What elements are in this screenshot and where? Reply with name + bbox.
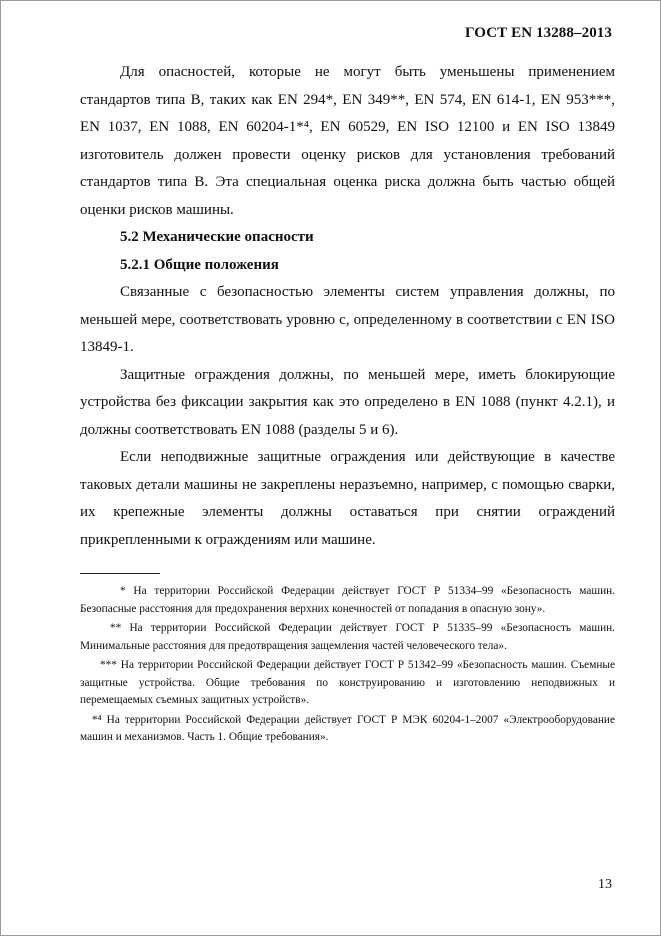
footnotes	[80, 583, 615, 747]
footnote-2: ** На территории Российской Федерации действует ГОСТ Р 51335–99 «Безопасность машин. Минимальные расстояния для предотвращения защемления частей человеческого тела».	[80, 622, 615, 652]
standard-header: ГОСТ EN 13288–2013	[465, 25, 612, 41]
paragraph-intro: Для опасностей, которые не могут быть уменьшены применением стандартов типа B, таких как EN 294*, EN 349**, EN 574, EN 614-1, EN 953***, EN 1037, EN 1088, EN 60204-1*⁴, EN 60529, EN ISO 12100 и EN ISO 13849 изготовитель должен провести оценку рисков для установления требований стандартов типа B. Эта специальная оценка риска должна быть частью общей оценки рисков машины.	[80, 64, 615, 218]
section-block	[80, 224, 615, 554]
footnote-1: * На территории Российской Федерации действует ГОСТ Р 51334–99 «Безопасность машин. Безопасные расстояния для предохранения верхних конечностей от попадания в опасную зону».	[80, 585, 615, 615]
section-heading: 5.2 Механические опасности	[120, 229, 314, 245]
footnote-4: *⁴ На территории Российской Федерации действует ГОСТ Р МЭК 60204-1–2007 «Электрооборудование машин и механизмов. Часть 1. Общие требования».	[80, 713, 615, 743]
footnote-3: *** На территории Российской Федерации действует ГОСТ Р 51342–99 «Безопасность машин. Съемные защитные устройства. Общие требования по конструированию и изготовлению неподвижных и перемещаемых съемных защитных устройств».	[80, 659, 615, 706]
footnote-separator	[80, 573, 160, 574]
paragraph-control-systems: Связанные с безопасностью элементы систем управления должны, по меньшей мере, соответствовать уровню c, определенному в соответствии с EN ISO 13849-1.	[80, 284, 615, 355]
subsection-heading: 5.2.1 Общие положения	[120, 256, 279, 273]
body-text	[80, 59, 615, 224]
paragraph-guards: Защитные ограждения должны, по меньшей мере, иметь блокирующие устройства без фиксации закрытия как это определено в EN 1088 (пункт 4.2.1), и должны соответствовать EN 1088 (разделы 5 и 6).	[80, 366, 615, 438]
page-number: 13	[598, 877, 612, 892]
paragraph-fixed-guards: Если неподвижные защитные ограждения или действующие в качестве таковых детали машины не закреплены неразъемно, например, с помощью сварки, их крепежные элементы должны оставаться при снятии ограждений прикрепленными к ограждениям или машине.	[80, 449, 615, 548]
